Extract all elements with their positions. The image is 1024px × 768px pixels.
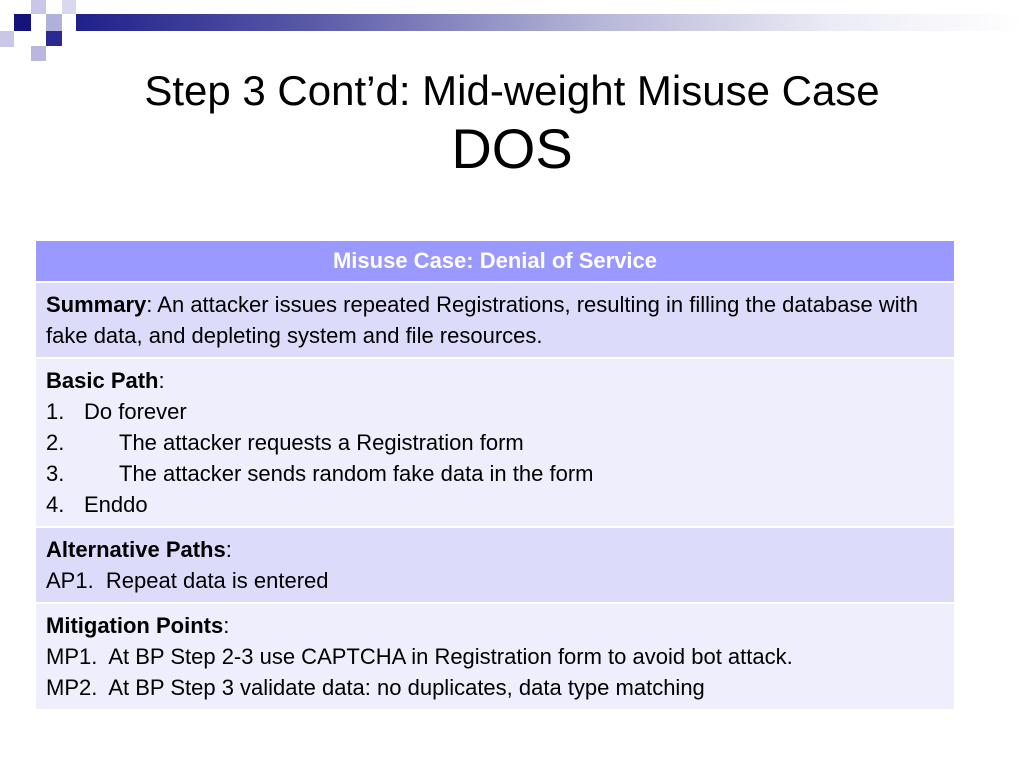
table-header-row [35,240,955,282]
mitigation-points-colon: : [223,613,230,638]
alternative-paths-row [35,527,955,603]
basic-path-label: Basic Path [46,368,159,393]
step-number: 1. [46,399,65,424]
decorative-square [62,0,76,14]
slide-title [0,68,1024,180]
decorative-square [31,46,46,61]
list-item: MP1. At BP Step 2-3 use CAPTCHA in Registration form to avoid bot attack. [46,644,793,669]
decorative-square [14,14,31,31]
slide-title-line2: DOS [451,117,573,181]
summary-row [35,282,955,358]
step-text: Enddo [84,492,148,517]
decorative-square [46,14,62,31]
list-item [46,458,944,489]
decorative-square [46,31,62,46]
list-item [46,489,944,520]
summary-label: Summary [46,292,147,317]
alternative-paths-cell [35,527,955,603]
list-item: MP2. At BP Step 3 validate data: no duplicates, data type matching [46,675,705,700]
summary-text: : An attacker issues repeated Registrations, resulting in filling the database with fake data, and depleting system and file resources. [46,292,918,348]
step-text: The attacker requests a Registration form [119,430,524,455]
step-text: The attacker sends random fake data in the form [119,461,594,486]
summary-cell [35,282,955,358]
mitigation-points-cell [35,603,955,710]
misuse-case-table [34,239,956,711]
decorative-square [31,0,46,14]
basic-path-row [35,358,955,527]
decorative-square [0,31,14,47]
list-item [46,396,944,427]
decorative-top-bar [76,14,1024,31]
alternative-paths-label: Alternative Paths [46,537,226,562]
slide-title-line1: Step 3 Cont’d: Mid-weight Misuse Case [144,67,880,114]
mitigation-points-row [35,603,955,710]
list-item: AP1. Repeat data is entered [46,568,329,593]
table-header: Misuse Case: Denial of Service [35,240,955,282]
alternative-paths-colon: : [225,537,232,562]
step-number: 3. [46,461,65,486]
step-number: 4. [46,492,65,517]
step-number: 2. [46,430,65,455]
step-text: Do forever [84,399,187,424]
mitigation-points-label: Mitigation Points [46,613,224,638]
list-item [46,427,944,458]
basic-path-cell [35,358,955,527]
basic-path-colon: : [158,368,165,393]
